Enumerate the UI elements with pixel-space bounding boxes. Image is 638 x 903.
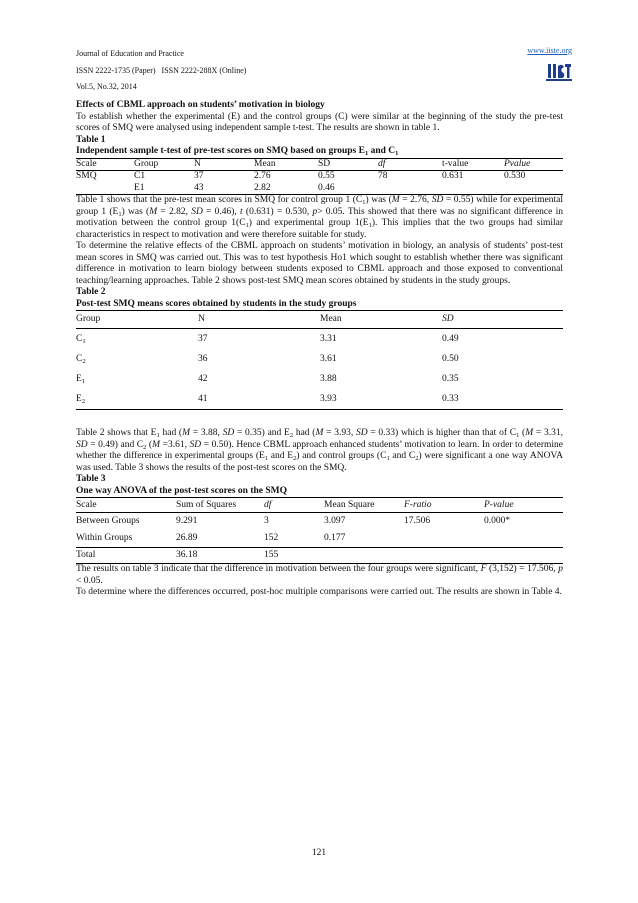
table3-header-cell: Scale — [76, 498, 176, 513]
table3-header-cell: Sum of Squares — [176, 498, 264, 513]
table-cell: C1 — [134, 171, 146, 181]
table-cell: 36 — [198, 354, 208, 364]
table-cell: Total — [76, 548, 176, 564]
table-cell: E1 — [134, 183, 194, 195]
table-cell: 2.76 — [254, 171, 271, 181]
table2-header-cell: Mean — [320, 311, 442, 329]
table3 — [76, 497, 563, 564]
table-cell: 3.88 — [320, 374, 337, 384]
table1-header-cell: t-value — [442, 158, 504, 171]
table1-header-cell: Scale — [76, 158, 134, 171]
table-cell — [484, 530, 563, 548]
table-row — [76, 369, 563, 389]
table3-header-cell: F-ratio — [404, 498, 484, 513]
table-cell — [378, 183, 442, 195]
table-cell — [442, 183, 504, 195]
table-cell: 26.89 — [176, 533, 198, 543]
table-cell — [404, 548, 484, 564]
table-cell: SMQ — [76, 171, 97, 181]
table1 — [76, 158, 563, 196]
table1-header-cell: N — [194, 158, 254, 171]
iiste-logo-icon — [546, 62, 572, 82]
table-cell: 0.631 — [442, 171, 464, 181]
table-cell — [324, 548, 404, 564]
journal-issn: ISSN 2222-1735 (Paper) ISSN 2222-288X (Online) — [76, 65, 247, 75]
table-cell: Within Groups — [76, 533, 133, 543]
table2-header-cell: N — [198, 311, 320, 329]
table-cell: $E_1$ — [76, 374, 86, 385]
table3-discussion-paragraph: The results on table 3 indicate that the difference in motivation between the four groups were significant, F (3,152) = 17.506, p < 0.05. — [76, 564, 563, 586]
table1-caption: Independent sample t-test of pre-test scores on SMQ based on groups $E_1$ and $C_1$ — [76, 146, 399, 157]
table2 — [76, 310, 563, 410]
table2-header-row — [76, 311, 563, 329]
table-cell: 36.18 — [176, 548, 264, 564]
table-cell: 0.46 — [318, 183, 378, 195]
table-cell: 43 — [194, 183, 254, 195]
table-row — [76, 513, 563, 531]
table-cell: 9.291 — [176, 516, 198, 526]
table-cell: $C_2$ — [76, 354, 86, 365]
page-header — [76, 46, 246, 96]
table1-header-cell: Group — [134, 158, 194, 171]
table-cell: 152 — [264, 533, 279, 543]
table-cell: 78 — [378, 171, 388, 181]
analysis-paragraph: To determine the relative effects of the CBML approach on students’ motivation in biology, an analysis of students’ post-test mean scores in SMQ was carried out. This was to test hypothesis Ho1 which sought to establish whether there was significant difference in motivation to learn biology between students exposed to CBML approach and those exposed to conventional teaching/learning approaches. Table 2 shows post-test SMQ mean scores obtained by students in the study groups. — [76, 241, 563, 286]
table3-header-row — [76, 498, 563, 513]
table1-header-row — [76, 158, 563, 171]
table-row — [76, 171, 563, 183]
table-cell: 155 — [264, 548, 324, 564]
table3-header-cell: Mean Square — [324, 498, 404, 513]
table-cell: Between Groups — [76, 516, 140, 526]
table-total-row — [76, 548, 563, 564]
journal-url-link[interactable]: www.iiste.org — [527, 46, 572, 55]
table3-label: Table 3 — [76, 474, 106, 484]
article-body — [76, 100, 563, 599]
table1-header-cell: SD — [318, 158, 378, 171]
journal-volume: Vol.5, No.32, 2014 — [76, 82, 137, 91]
table2-label: Table 2 — [76, 287, 106, 297]
table-cell: 0.55 — [318, 171, 335, 181]
table-cell — [76, 183, 134, 195]
table-cell: 0.50 — [442, 354, 459, 364]
table2-discussion-paragraph: Table 2 shows that $E_1$ had (M = 3.88, SD = 0.35) and $E_2$ had (M = 3.93, SD = 0.33) which is higher than that of $C_1$ (M = 3.31, SD = 0.49) and $C_2$ (M =3.61, SD = 0.50). Hence CBML approach enhanced students’ motivation to learn. In order to determine whether the difference in experimental groups ($E_1$ and $E_2$) and control groups ($C_1$ and $C_2$) were significant a one way ANOVA was used. Table 3 shows the results of the post-test scores on the SMQ. — [76, 428, 563, 473]
table-cell: $C_1$ — [76, 334, 86, 345]
table1-header-cell: Mean — [254, 158, 318, 171]
posthoc-paragraph: To determine where the differences occurred, post-hoc multiple comparisons were carried out. The results are shown in Table 4. — [76, 587, 562, 597]
table1-label: Table 1 — [76, 134, 106, 145]
table-row — [76, 349, 563, 369]
table-cell: 0.49 — [442, 334, 459, 344]
table-cell: 0.177 — [324, 533, 346, 543]
section-heading: Effects of CBML approach on students’ motivation in biology — [76, 100, 325, 110]
table-cell: 37 — [198, 334, 208, 344]
table2-header-cell: SD — [442, 311, 563, 329]
table-cell: 0.35 — [442, 374, 459, 384]
table-cell: 17.506 — [404, 516, 431, 526]
journal-name: Journal of Education and Practice — [76, 49, 184, 58]
table1-header-cell: df — [378, 158, 442, 171]
table-row — [76, 389, 563, 410]
table3-caption: One way ANOVA of the post-test scores on the SMQ — [76, 485, 288, 496]
table-row — [76, 530, 563, 548]
page-number: 121 — [311, 848, 327, 858]
table-cell: 0.530 — [504, 171, 526, 181]
table-cell — [484, 548, 563, 564]
table-cell: 2.82 — [254, 183, 318, 195]
table3-header-cell: P-value — [484, 498, 563, 513]
table1-header-cell: Pvalue — [504, 158, 563, 171]
table-cell: 42 — [198, 374, 208, 384]
table-cell: 0.000* — [484, 516, 511, 526]
table-cell: 3.097 — [324, 516, 346, 526]
table-cell: 41 — [198, 389, 320, 410]
table-cell: 3.31 — [320, 334, 337, 344]
intro-paragraph: To establish whether the experimental (E) and the control groups (C) were similar at the beginning of the study the pre-test scores of SMQ were analysed using independent sample t-test. The results are shown in table 1. — [76, 111, 563, 133]
table-cell: 3.93 — [320, 389, 442, 410]
table-row — [76, 329, 563, 350]
table-row — [76, 183, 563, 195]
table-cell — [504, 183, 563, 195]
table2-caption: Post-test SMQ means scores obtained by students in the study groups — [76, 298, 357, 309]
table-cell — [404, 530, 484, 548]
table-cell: 3.61 — [320, 354, 337, 364]
table1-discussion-paragraph: Table 1 shows that the pre-test mean scores in SMQ for control group 1 $(C_1)$ was (M = 2.76, SD = 0.55) while for experimental group 1 $(E_1)$ was (M = 2.82, SD = 0.46), t (0.631) = 0.530, p> 0.05. This showed that there was no significant difference in motivation between the control group $1(C_1)$ and experimental group $1(E_1)$. This implies that the two groups had similar characteristics in respect to motivation and were therefore suitable for study. — [76, 195, 564, 240]
table-cell: 0.33 — [442, 389, 563, 410]
table3-header-cell: df — [264, 498, 324, 513]
table-cell: 37 — [194, 171, 204, 181]
table-cell: 3 — [264, 516, 269, 526]
table2-header-cell: Group — [76, 311, 198, 329]
table-cell: $E_2$ — [76, 389, 198, 410]
